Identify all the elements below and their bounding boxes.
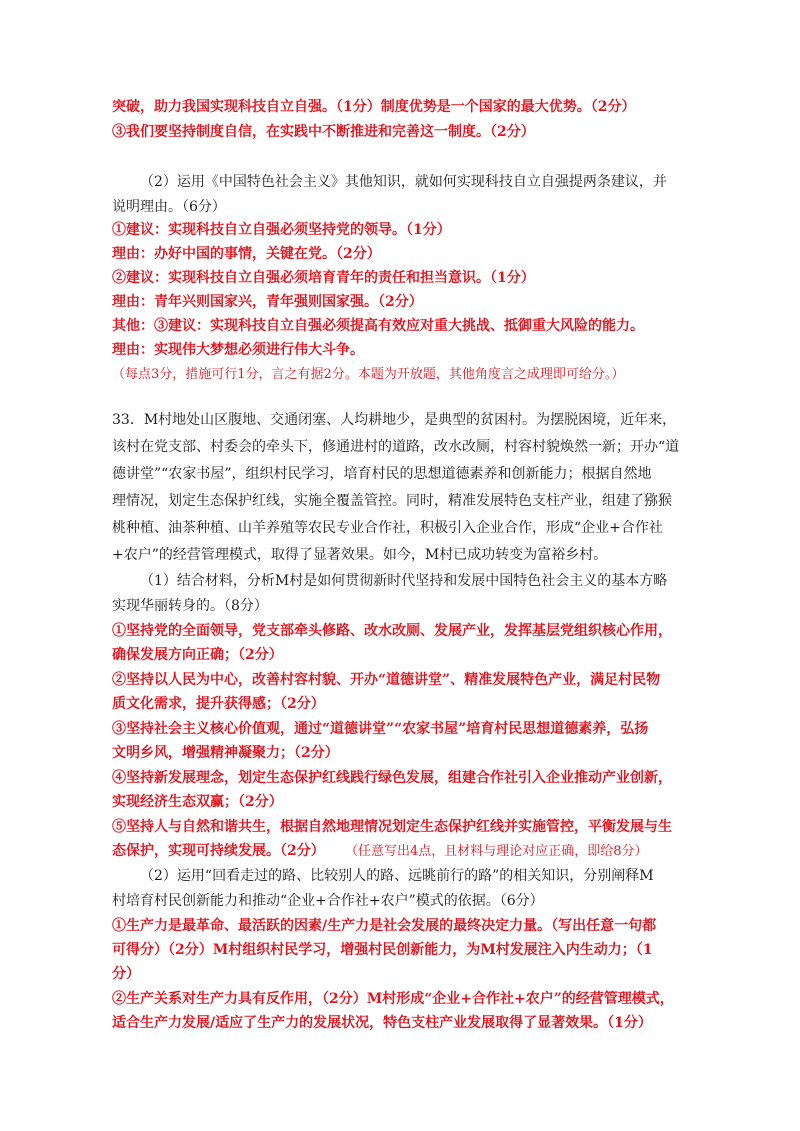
answer-line: ①生产力是最革命、最活跃的因素/生产力是社会发展的最终决定力量。（写出任意一句都 [112, 918, 657, 934]
answer-line: 突破，助力我国实现科技自立自强。（1分）制度优势是一个国家的最大优势。（2分） [112, 99, 636, 115]
question-stem-line: 理情况，划定生态保护红线，实施全覆盖管控。同时，精准发展特色支柱产业，组建了猕猴 [112, 493, 672, 509]
answer-line: ⑤坚持人与自然和谐共生，根据自然地理情况划定生态保护红线并实施管控，平衡发展与生 [112, 819, 672, 835]
answer-line: ③坚持社会主义核心价值观，通过“道德讲堂”“农家书屋”培育村民思想道德素养，弘扬 [112, 721, 649, 737]
answer-line: 文明乡风，增强精神凝聚力；（2分） [112, 745, 339, 761]
answer-line: 其他：③建议：实现科技自立自强必须提高有效应对重大挑战、抵御重大风险的能力。 [112, 318, 644, 334]
question-stem-line: 德讲堂”“农家书屋”，组织村民学习，培育村民的思想道德素养和创新能力；根据自然地 [112, 466, 652, 482]
answer-line: ④坚持新发展理念，划定生态保护红线践行绿色发展，组建合作社引入企业推动产业创新， [112, 770, 672, 786]
question-line: （2）运用《中国特色社会主义》其他知识，就如何实现科技自立自强提两条建议，并 [140, 174, 667, 190]
answer-line: 质文化需求，提升获得感；（2分） [112, 696, 325, 712]
answer-line: ①建议：实现科技自立自强必须坚持党的领导。（1分） [112, 222, 451, 238]
answer-line: 确保发展方向正确；（2分） [112, 647, 283, 663]
answer-line: 态保护，实现可持续发展。（2分） [112, 843, 325, 859]
question-stem-line: 33．M村地处山区腹地、交通闭塞、人均耕地少，是典型的贫困村。为摆脱困境，近年来， [112, 412, 677, 428]
scoring-note: （任意写出4点，且材料与理论对应正确，即给8分） [345, 844, 648, 859]
answer-line: 理由：实现伟大梦想必须进行伟大斗争。 [112, 342, 364, 358]
answer-line: 理由：青年兴则国家兴，青年强则国家强。（2分） [112, 294, 423, 310]
answer-line: 实现经济生态双赢；（2分） [112, 794, 283, 810]
answer-line: ②坚持以人民为中心，改善村容村貌、开办“道德讲堂”、精准发展特色产业，满足村民物 [112, 672, 661, 688]
answer-line: ①坚持党的全面领导，党支部牵头修路、改水改厕、发展产业，发挥基层党组织核心作用， [112, 623, 672, 639]
question-line: 实现华丽转身的。（8分） [112, 598, 268, 614]
question-line: 村培育村民创新能力和推动“企业+合作社+农户”模式的依据。（6分） [112, 893, 544, 909]
question-line: （1）结合材料，分析M村是如何贯彻新时代坚持和发展中国特色社会主义的基本方略 [140, 573, 668, 589]
question-stem-line: 桃种植、油茶种植、山羊养殖等农民专业合作社，积极引入企业合作，形成“企业+合作社 [112, 520, 663, 536]
answer-line: 适合生产力发展/适应了生产力的发展状况，特色支柱产业发展取得了显著效果。（1分） [112, 1015, 652, 1031]
answer-line: ②生产关系对生产力具有反作用，（2分）M村形成“企业+合作社+农户”的经营管理模式， [112, 991, 674, 1007]
question-line: （2）运用“回看走过的路、比较别人的路、远眺前行的路”的相关知识，分别阐释M [140, 868, 654, 884]
answer-line: ②建议：实现科技自立自强必须培育青年的责任和担当意识。（1分） [112, 270, 535, 286]
answer-line: 理由：办好中国的事情，关键在党。（2分） [112, 246, 381, 262]
question-line: 说明理由。（6分） [112, 199, 226, 215]
scoring-note: （每点3分，措施可行1分，言之有据2分。本题为开放题，其他角度言之成理即可给分。） [112, 367, 625, 382]
question-stem-line: +农户”的经营管理模式，取得了显著效果。如今，M村已成功转变为富裕乡村。 [112, 547, 608, 563]
answer-line: 分） [112, 966, 140, 982]
answer-line: 可得分）（2分）M村组织村民学习，增强村民创新能力，为M村发展注入内生动力；（1 [112, 942, 653, 958]
answer-line: ③我们要坚持制度自信，在实践中不断推进和完善这一制度。（2分） [112, 124, 535, 140]
question-stem-line: 该村在党支部、村委会的牵头下，修通进村的道路，改水改厕，村容村貌焕然一新；开办“道 [112, 439, 680, 455]
